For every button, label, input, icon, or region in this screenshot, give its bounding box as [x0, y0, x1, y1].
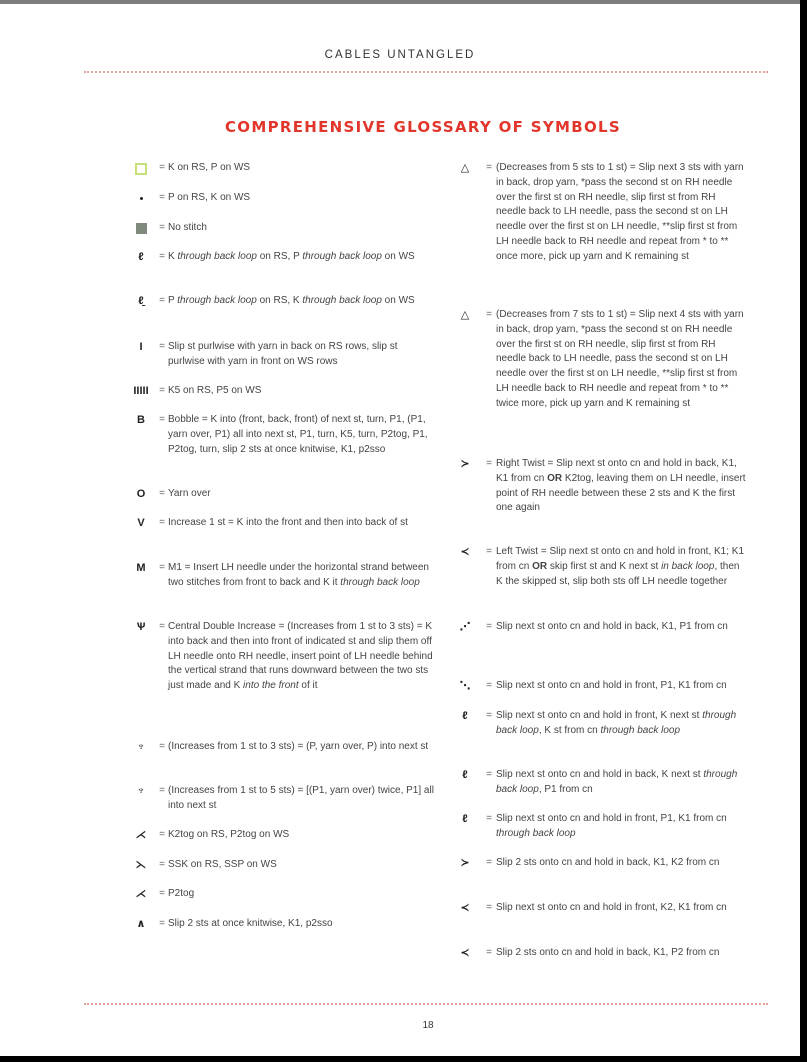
cable-right-ktbl-p-icon: ℓ: [462, 769, 468, 782]
glossary-definition: [496, 620, 746, 635]
glossary-definition: [168, 887, 434, 902]
p2tog-icon: ⋌: [135, 888, 147, 901]
equals-sign: =: [159, 918, 165, 929]
definition-text: No stitch: [168, 222, 207, 233]
glossary-definition: [496, 856, 746, 871]
double-decrease-icon: ∧: [136, 918, 146, 931]
page-title: COMPREHENSIVE GLOSSARY OF SYMBOLS: [225, 118, 621, 136]
definition-text: K: [168, 251, 178, 262]
glossary-definition: [496, 679, 746, 694]
glossary-definition: [168, 487, 434, 502]
k5-p5-icon: IIIII: [133, 385, 149, 398]
increase-1-to-5-icon: ♆: [136, 785, 146, 798]
glossary-definition: [168, 413, 434, 457]
glossary-definition: [168, 161, 434, 176]
definition-text: skip first st and K next st: [547, 560, 662, 572]
dot-shape: [140, 197, 143, 200]
glossary-definition: [168, 828, 434, 843]
glossary-definition: [168, 221, 434, 236]
yarn-over-icon: O: [136, 488, 146, 501]
equals-sign: =: [159, 295, 165, 306]
glossary-definition: [496, 709, 746, 739]
definition-text: into the front: [243, 680, 299, 692]
glossary-definition: [168, 917, 434, 932]
equals-sign: =: [159, 414, 165, 425]
definition-text: P on RS, K on WS: [168, 192, 251, 203]
cable-2-1-purl-icon: ≺: [460, 947, 470, 960]
cable-2-1-right-icon: ≻: [460, 857, 470, 870]
definition-text: Right Twist = Slip next st onto cn and hold in back, K1, K1 from cn: [496, 458, 737, 484]
glossary-definition: [496, 901, 746, 916]
equals-sign: =: [159, 341, 165, 352]
equals-sign: =: [486, 857, 492, 868]
right-twist-icon: ≻: [460, 458, 470, 471]
equals-sign: =: [159, 562, 165, 573]
definition-text: Slip 2 sts at once knitwise, K1, p2sso: [168, 918, 333, 929]
definition-text: of it: [298, 680, 318, 692]
definition-text: Slip 2 sts onto cn and hold in back, K1, K2 from cn: [496, 857, 720, 868]
definition-text: Central Double Increase = (Increases from 1 st to 3 sts) = K into back and then into front of indicated st and slip them off LH needle onto RH needle, insert point of LH needle behind the vertical strand that runs downward between the two sts just made and K: [168, 621, 433, 692]
equals-sign: =: [486, 621, 492, 632]
glossary-definition: [168, 250, 434, 265]
definition-text: Slip next st onto cn and hold in front, K2, K1 from cn: [496, 902, 727, 913]
equals-sign: =: [486, 458, 492, 469]
equals-sign: =: [486, 309, 492, 320]
equals-sign: =: [159, 222, 165, 233]
glossary-definition: [168, 620, 434, 694]
definition-text: K5 on RS, P5 on WS: [168, 385, 262, 396]
definition-text: through back loop: [496, 827, 576, 839]
equals-sign: =: [159, 785, 165, 796]
bobble-icon: B: [137, 414, 145, 427]
definition-text: on RS, P: [256, 251, 303, 262]
page-number: 18: [422, 1020, 434, 1031]
definition-text: Slip next st onto cn and hold in back, K1, P1 from cn: [496, 621, 728, 632]
definition-text: Increase 1 st = K into the front and then into back of st: [168, 517, 408, 528]
glossary-definition: [168, 191, 434, 206]
equals-sign: =: [486, 769, 492, 780]
outlined-box-icon: [126, 161, 156, 176]
definition-text: (Decreases from 7 sts to 1 st) = Slip next 4 sts with yarn in back, drop yarn, *pass the second st on RH needle over the first st on RH needle, slip first st from RH needle back to LH needle, pass the second st on LH needle over the first st on LH needle, **slip first st from LH needle back to RH needle and repeat from * to ** twice more, pick up yarn and K remaining st: [496, 309, 744, 409]
definition-text: M1 = Insert LH needle under the horizontal strand between two stitches from front to back and K it: [168, 562, 429, 588]
glossary-definition: [496, 161, 746, 265]
glossary-definition: [496, 308, 746, 412]
cable-left-p1-k1-icon: ⋱: [459, 680, 471, 693]
definition-text: (Increases from 1 st to 5 sts) = [(P1, yarn over) twice, P1] all into next st: [168, 785, 434, 811]
definition-text: (Decreases from 5 sts to 1 st) = Slip next 3 sts with yarn in back, drop yarn, *pass the second st on RH needle over the first st on RH needle, slip first st from RH needle back to LH needle, pass the second st on LH needle over the first st on LH needle, **slip first st from LH needle back to RH needle and repeat from * to ** once more, pick up yarn and K remaining st: [496, 162, 744, 262]
left-twist-icon: ≺: [460, 546, 470, 559]
glossary-definition: [496, 768, 746, 798]
equals-sign: =: [159, 621, 165, 632]
equals-sign: =: [159, 192, 165, 203]
definition-text: through back loop: [496, 710, 737, 736]
definition-text: Slip 2 sts onto cn and hold in back, K1, P2 from cn: [496, 947, 720, 958]
decrease-5-to-1-icon: △: [460, 162, 470, 175]
ssk-icon: ⋋: [135, 859, 147, 872]
definition-text: through back loop: [177, 251, 257, 262]
twisted-knit-icon: ℓ: [138, 251, 144, 264]
definition-text: P2tog: [168, 888, 195, 899]
equals-sign: =: [159, 829, 165, 840]
definition-text: Slip st purlwise with yarn in back on RS rows, slip st purlwise with yarn in front on WS rows: [168, 341, 398, 367]
definition-text: in back loop: [661, 560, 715, 572]
equals-sign: =: [486, 546, 492, 557]
bottom-dotted-rule: [84, 1003, 768, 1005]
filled-gray-box-icon: [126, 221, 156, 236]
glossary-definition: [168, 858, 434, 873]
definition-text: OR: [547, 472, 563, 484]
definition-text: through back loop: [600, 724, 681, 736]
glossary-definition: [168, 516, 434, 531]
glossary-definition: [168, 740, 434, 755]
glossary-definition: [496, 545, 746, 589]
increase-1-to-3-icon: ♆: [136, 741, 146, 754]
outlined-box-shape: [135, 163, 147, 175]
equals-sign: =: [486, 710, 492, 721]
cable-1-2-left-icon: ≺: [460, 902, 470, 915]
glossary-definition: [168, 384, 434, 399]
definition-text: P: [168, 295, 178, 306]
equals-sign: =: [486, 680, 492, 691]
glossary-definition: [168, 784, 434, 814]
k2tog-icon: ⋌: [135, 829, 147, 842]
central-double-increase-icon: Ѱ: [136, 621, 146, 634]
twisted-purl-icon: ℓ̱: [138, 295, 144, 308]
glossary-definition: [496, 946, 746, 961]
top-edge-bar: [0, 0, 800, 4]
definition-text: (Increases from 1 st to 3 sts) = (P, yarn over, P) into next st: [168, 741, 429, 752]
definition-text: through back loop: [302, 295, 382, 306]
equals-sign: =: [486, 813, 492, 824]
definition-text: SSK on RS, SSP on WS: [168, 859, 277, 870]
slip-stitch-icon: I: [139, 341, 143, 354]
definition-text: Bobble = K into (front, back, front) of next st, turn, P1, (P1, yarn over, P1) all into next st, P1, turn, K5, turn, P2tog, P1, P2tog, turn, slip 2 sts at once knitwise, K1, p2sso: [168, 414, 428, 455]
equals-sign: =: [159, 517, 165, 528]
equals-sign: =: [159, 741, 165, 752]
definition-text: OR: [532, 560, 548, 572]
definition-text: through back loop: [177, 295, 257, 306]
definition-text: Slip next st onto cn and hold in front, P1, K1 from cn: [496, 813, 727, 824]
glossary-definition: [168, 340, 434, 370]
dot-icon: [126, 191, 156, 206]
increase-icon: V: [137, 517, 145, 530]
definition-text: K on RS, P on WS: [168, 162, 251, 173]
definition-text: Left Twist = Slip next st onto cn and hold in front, K1; K1 from cn: [496, 546, 745, 572]
equals-sign: =: [159, 251, 165, 262]
definition-text: Yarn over: [168, 488, 211, 499]
make-one-icon: M: [136, 562, 146, 575]
definition-text: K2tog on RS, P2tog on WS: [168, 829, 290, 840]
glossary-definition: [496, 812, 746, 842]
equals-sign: =: [159, 488, 165, 499]
equals-sign: =: [159, 162, 165, 173]
cable-right-k1-p1-icon: ⋰: [459, 621, 471, 634]
definition-text: Slip next st onto cn and hold in front, P1, K1 from cn: [496, 680, 727, 691]
glossary-definition: [168, 294, 434, 309]
decrease-7-to-1-icon: △: [460, 309, 470, 322]
definition-text: Slip next st onto cn and hold in front, K next st: [496, 710, 703, 721]
definition-text: Slip next st onto cn and hold in back, K next st: [496, 769, 704, 780]
definition-text: , P1 from cn: [538, 783, 593, 795]
definition-text: on RS, K: [256, 295, 303, 306]
glossary-definition: [496, 457, 746, 516]
equals-sign: =: [159, 859, 165, 870]
definition-text: through back loop: [340, 576, 420, 588]
equals-sign: =: [486, 162, 492, 173]
cable-left-p-ktbl-icon: ℓ: [462, 813, 468, 826]
definition-text: , then K the skipped st, slip both sts off LH needle together: [496, 560, 740, 587]
equals-sign: =: [159, 888, 165, 899]
definition-text: , K st from cn: [538, 724, 601, 736]
definition-text: on WS: [381, 295, 415, 306]
equals-sign: =: [486, 902, 492, 913]
definition-text: through back loop: [302, 251, 382, 262]
cable-left-ktbl-k-icon: ℓ: [462, 710, 468, 723]
running-head: CABLES UNTANGLED: [324, 49, 476, 61]
filled-box-shape: [136, 223, 147, 234]
equals-sign: =: [159, 385, 165, 396]
definition-text: through back loop: [496, 769, 738, 795]
glossary-definition: [168, 561, 434, 591]
equals-sign: =: [486, 947, 492, 958]
definition-text: on WS: [381, 251, 415, 262]
top-dotted-rule: [84, 71, 768, 73]
definition-text: K2tog, leaving them on LH needle, insert point of RH needle between these 2 sts and K the first one again: [496, 472, 746, 514]
